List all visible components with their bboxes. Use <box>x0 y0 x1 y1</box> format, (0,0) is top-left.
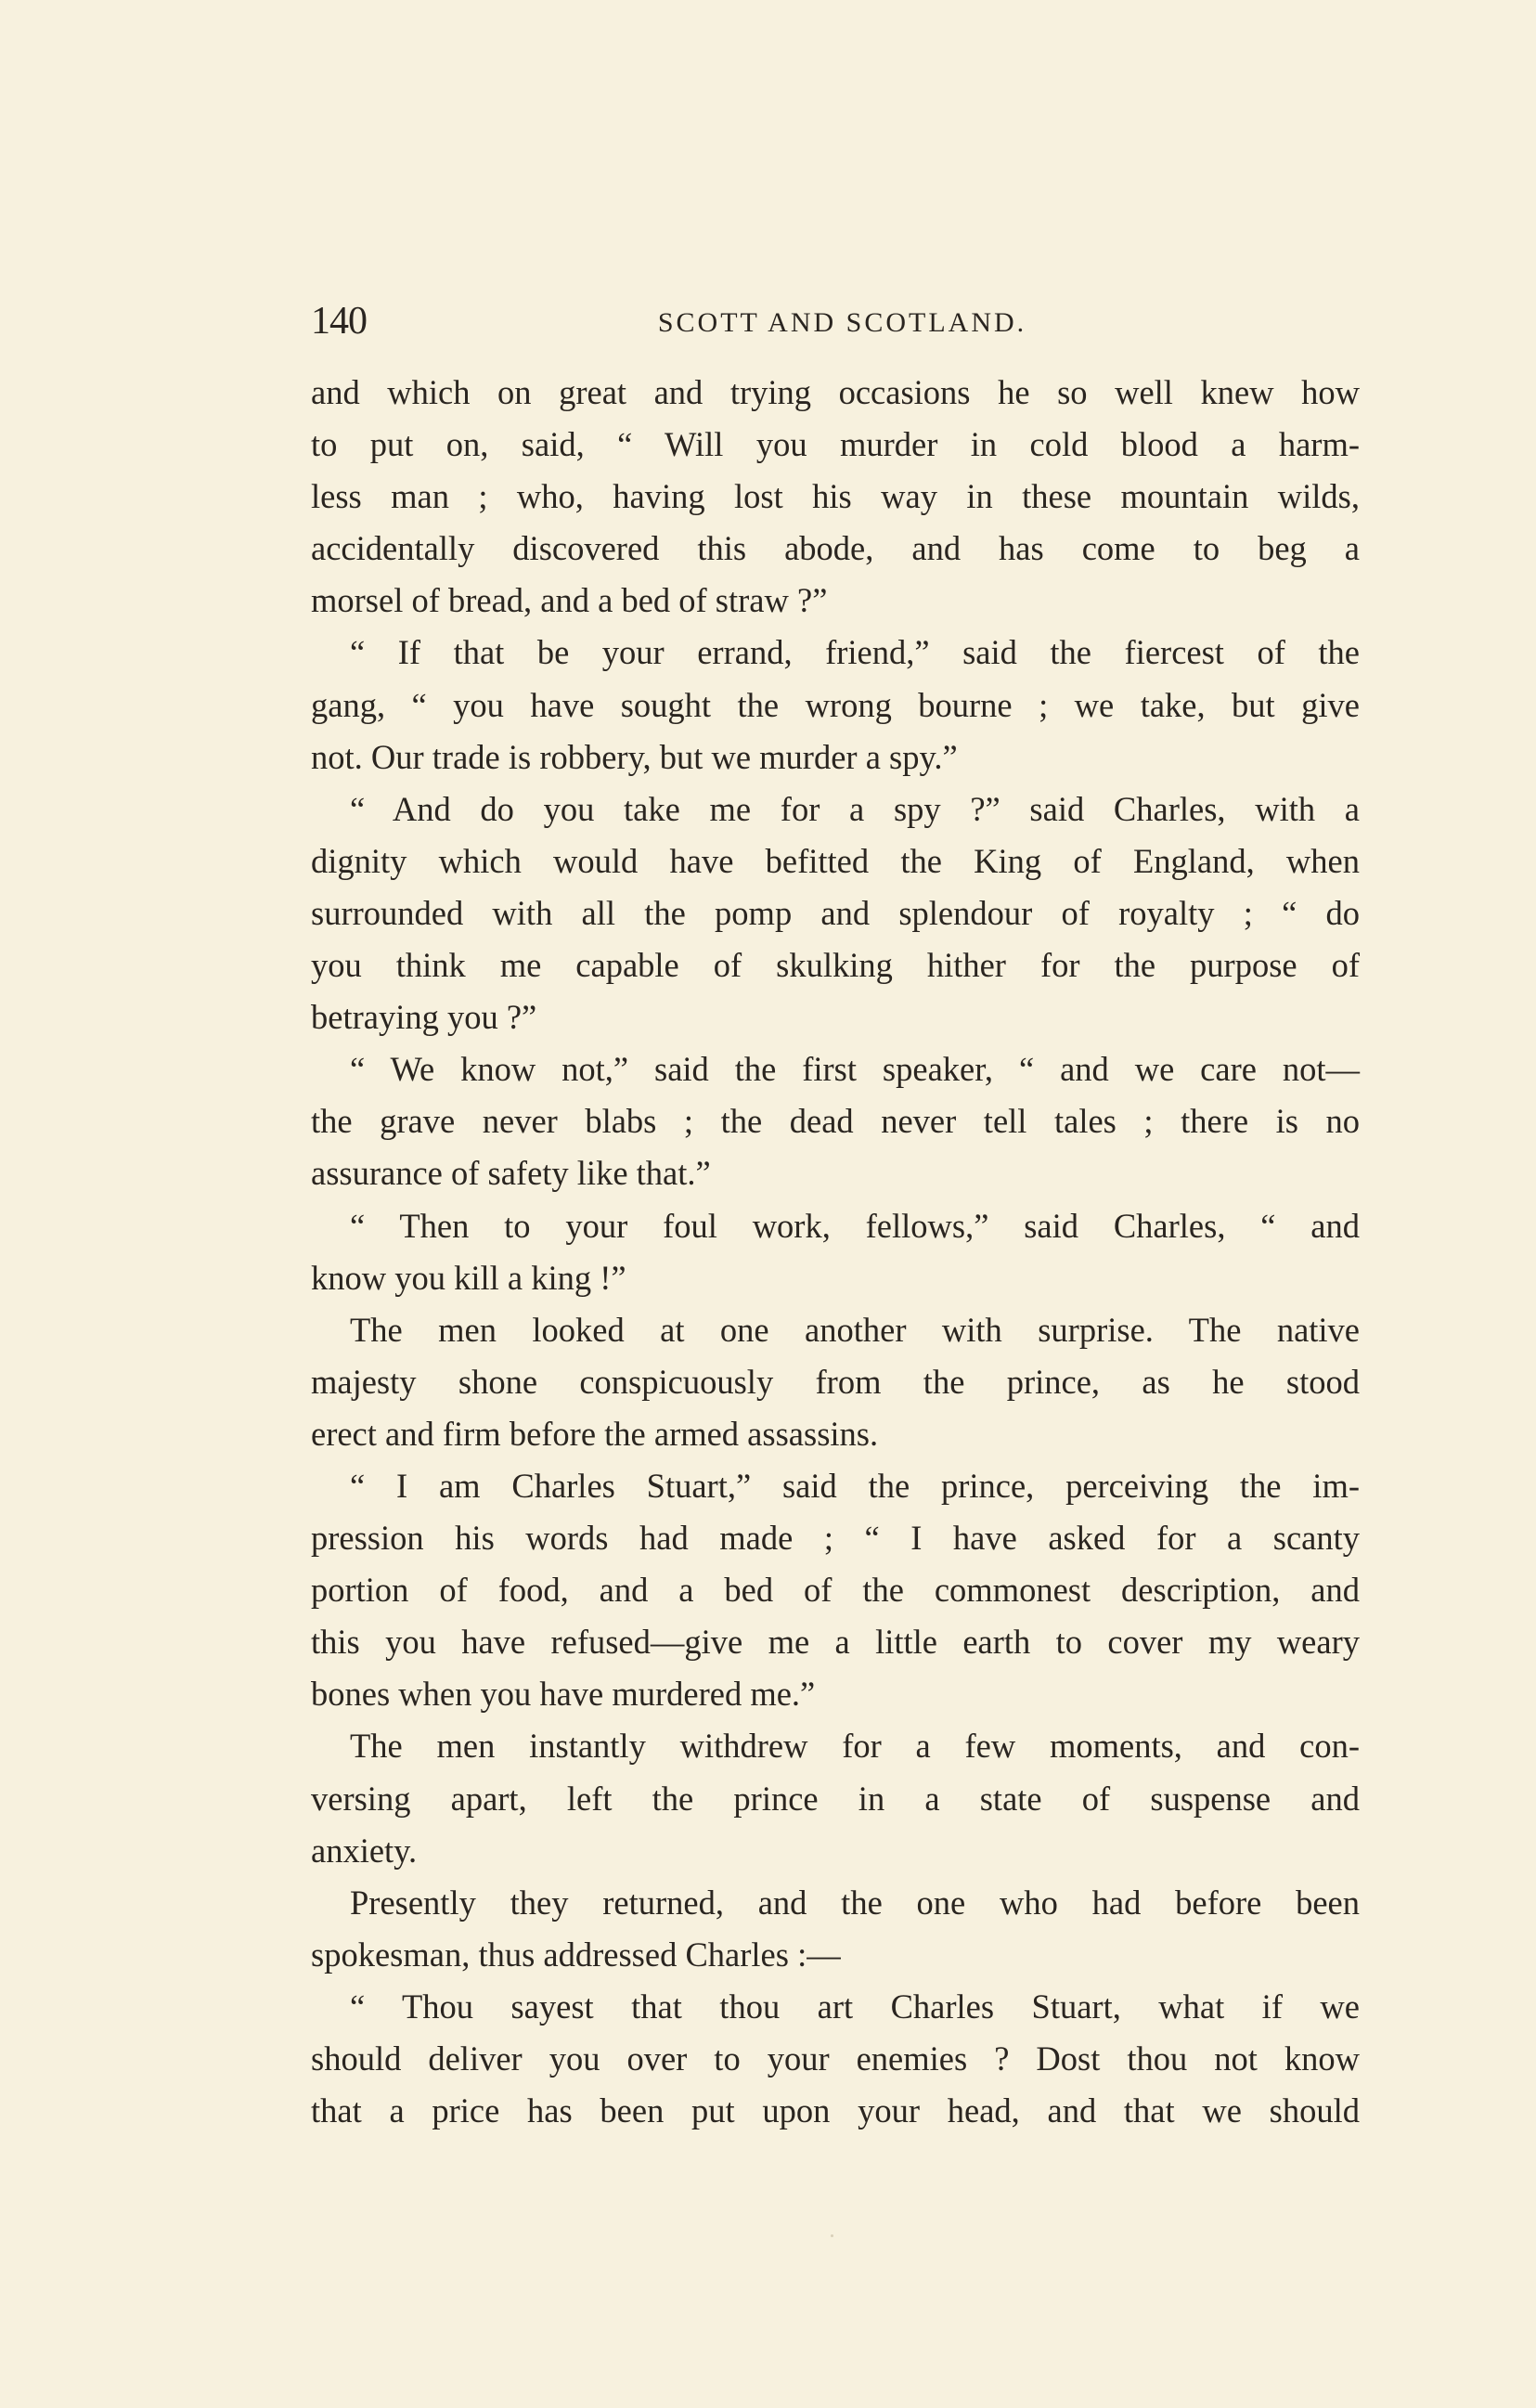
text-line: “ And do you take me for a spy ?” said Charles, with a <box>350 789 1360 828</box>
text-line: know you kill a king !” <box>311 1258 626 1297</box>
text-line: “ If that be your errand, friend,” said the fiercest of the <box>350 633 1360 672</box>
text-line: Presently they returned, and the one who had before been <box>350 1883 1360 1922</box>
text-line: should deliver you over to your enemies ? Dost thou not know <box>311 2039 1360 2078</box>
text-line: accidentally discovered this abode, and has come to beg a <box>311 529 1360 568</box>
text-line: “ Then to your foul work, fellows,” said Charles, “ and <box>350 1206 1360 1245</box>
body-text <box>311 367 1360 2137</box>
text-line: versing apart, left the prince in a state of suspense and <box>311 1779 1360 1818</box>
text-line: you think me capable of skulking hither for the purpose of <box>311 946 1360 985</box>
text-line: gang, “ you have sought the wrong bourne ; we take, but give <box>311 685 1360 724</box>
text-line: to put on, said, “ Will you murder in cold blood a harm- <box>311 425 1360 464</box>
text-line: not. Our trade is robbery, but we murder a spy.” <box>311 737 958 776</box>
text-line: the grave never blabs ; the dead never tell tales ; there is no <box>311 1102 1360 1141</box>
text-line: surrounded with all the pomp and splendour of royalty ; “ do <box>311 893 1360 932</box>
text-line: “ Thou sayest that thou art Charles Stuart, what if we <box>350 1987 1360 2026</box>
text-line: assurance of safety like that.” <box>311 1154 711 1193</box>
text-line: erect and firm before the armed assassins. <box>311 1414 879 1453</box>
text-line: betraying you ?” <box>311 998 537 1037</box>
text-line: The men looked at one another with surprise. The native <box>350 1310 1360 1349</box>
paper-speck <box>831 2234 833 2237</box>
text-line: “ We know not,” said the first speaker, “ and we care not— <box>350 1050 1360 1089</box>
text-line: morsel of bread, and a bed of straw ?” <box>311 581 828 620</box>
text-line: this you have refused—give me a little earth to cover my weary <box>311 1623 1360 1662</box>
text-line: “ I am Charles Stuart,” said the prince, perceiving the im- <box>350 1466 1360 1505</box>
text-line: anxiety. <box>311 1831 418 1870</box>
text-line: and which on great and trying occasions he so well knew how <box>311 373 1360 411</box>
text-line: portion of food, and a bed of the commonest description, and <box>311 1571 1360 1610</box>
page-number: 140 <box>311 300 367 343</box>
text-line: that a price has been put upon your head, and that we should <box>311 2091 1360 2130</box>
text-line: The men instantly withdrew for a few moments, and con- <box>350 1727 1360 1766</box>
text-line: dignity which would have befitted the King of England, when <box>311 841 1360 880</box>
text-line: pression his words had made ; “ I have asked for a scanty <box>311 1519 1360 1558</box>
page-header <box>311 295 1355 351</box>
text-line: spokesman, thus addressed Charles :— <box>311 1935 841 1974</box>
text-line: majesty shone conspicuously from the prince, as he stood <box>311 1362 1360 1401</box>
text-line: bones when you have murdered me.” <box>311 1675 816 1714</box>
running-title: SCOTT AND SCOTLAND. <box>657 307 1027 338</box>
text-line: less man ; who, having lost his way in these mountain wilds, <box>311 477 1360 516</box>
